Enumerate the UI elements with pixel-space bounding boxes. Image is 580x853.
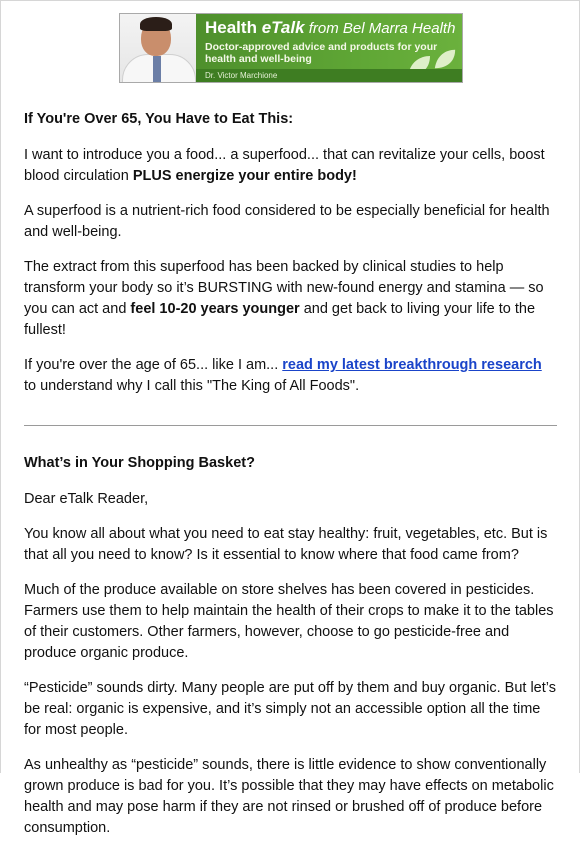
section1-paragraph	[24, 257, 557, 341]
banner-title-bold: Health	[205, 18, 262, 37]
leaf-icon	[433, 47, 457, 71]
email-content	[24, 109, 557, 853]
text: The extract from this superfood has been backed by clinical studies to help transform your body so it’s BURSTING with new-found energy and stamina — so you can act and	[24, 259, 544, 317]
banner-panel	[196, 14, 462, 82]
text: I want to introduce you a food... a superfood... that can revitalize your cells, boost blood circulation	[24, 147, 545, 184]
section-divider	[24, 425, 557, 426]
text: If you're over the age of 65... like I am...	[24, 357, 283, 373]
section1-paragraph	[24, 355, 557, 397]
section2-paragraph: “Pesticide” sounds dirty. Many people are put off by them and buy organic. But let’s be real: organic is expensive, and it’s simply not an accessible option all the time for most people.	[24, 680, 556, 738]
section2-heading: What’s in Your Shopping Basket?	[24, 455, 255, 471]
health-etalk-banner[interactable]	[119, 13, 463, 83]
doctor-name: Dr. Victor Marchione	[196, 69, 462, 82]
banner-title-from: from Bel Marra Health	[304, 20, 456, 37]
banner-title	[205, 18, 462, 39]
banner-title-etalk: eTalk	[261, 18, 305, 37]
emphasis: feel 10-20 years younger	[130, 301, 300, 317]
section2-paragraph: You know all about what you need to eat stay healthy: fruit, vegetables, etc. But is that all you need to know? Is it essential to know where that food came from?	[24, 526, 548, 563]
section1-paragraph: A superfood is a nutrient-rich food considered to be especially beneficial for health and well-being.	[24, 203, 550, 240]
section2-paragraph: Much of the produce available on store shelves has been covered in pesticides. Farmers use them to help maintain the health of their crops to make it to the tables of their customers. Other farmers, however, choose to go pesticide-free and produce organic produce.	[24, 582, 554, 661]
doctor-tie	[153, 56, 161, 82]
banner-subtitle: Doctor-approved advice and products for your health and well-being	[205, 41, 438, 65]
doctor-photo	[120, 14, 196, 82]
research-link[interactable]: read my latest breakthrough research	[282, 357, 542, 373]
section1-paragraph	[24, 145, 557, 187]
section2-paragraph: As unhealthy as “pesticide” sounds, there is little evidence to show conventionally grown produce is bad for you. It’s possible that they may have effects on metabolic health and may pose harm if they are not rinsed or brushed off of produce before consumption.	[24, 757, 554, 836]
text: to understand why I call this "The King of All Foods".	[24, 378, 360, 394]
text: and get back to living your life to the fullest!	[24, 301, 536, 338]
section1-heading: If You're Over 65, You Have to Eat This:	[24, 111, 294, 127]
emphasis: PLUS energize your entire body!	[132, 168, 357, 184]
greeting: Dear eTalk Reader,	[24, 491, 149, 507]
doctor-hair	[140, 17, 172, 31]
